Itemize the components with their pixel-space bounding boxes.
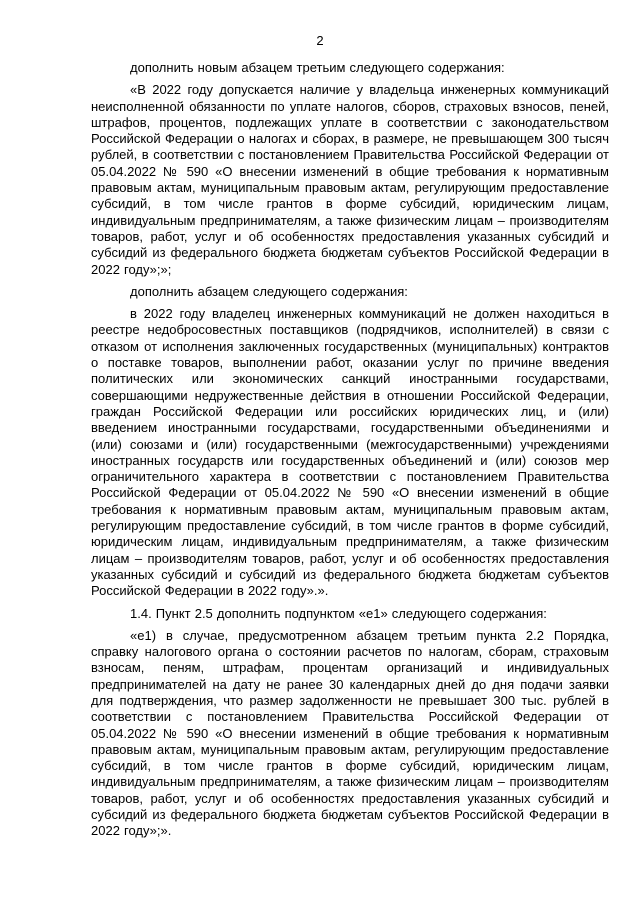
page-number: 2 [316,33,324,48]
paragraph-add-intro: дополнить абзацем следующего содержания: [130,283,408,299]
paragraph-subitem-e1: «е1) в случае, предусмотренном абзацем третьим пункта 2.2 Порядка, справку налогового органа о состоянии расчетов по налогам, сборам, страховым взносам, пеням, штрафам, процентам организаций и индивидуальных предпринимателей на дату не ранее 30 календарных дней до дня подачи заявки для подтверждения, что размер задолженности не превышает 300 тыс. рублей в соответствии с постановлением Правительства Российской Федерации от 05.04.2022 № 590 «О внесении изменений в общие требования к нормативным правовым актам, муниципальным правовым актам, регулирующим предоставление субсидий, в том числе грантов в форме субсидий, юридическим лицам, индивидуальным предпринимателям, а также физическим лицам – производителям товаров, работ, услуг и об особенностях предоставления указанных субсидий и субсидий из федерального бюджета бюджетам субъектов Российской Федерации в 2022 году»;». [91,627,609,839]
paragraph-item-1-4: 1.4. Пункт 2.5 дополнить подпунктом «е1» следующего содержания: [130,605,547,621]
paragraph-tax-debt-allowance: «В 2022 году допускается наличие у владельца инженерных коммуникаций неисполненной обязанности по уплате налогов, сборов, страховых взносов, пеней, штрафов, процентов, подлежащих уплате в соответствии с законодательством Российской Федерации о налогах и сборах, в размере, не превышающем 300 тысяч рублей, в соответствии с постановлением Правительства Российской Федерации от 05.04.2022 № 590 «О внесении изменений в общие требования к нормативным правовым актам, муниципальным правовым актам, регулирующим предоставление субсидий, в том числе грантов в форме субсидий, юридическим лицам, индивидуальным предпринимателям, а также физическим лицам – производителям товаров, работ, услуг и об особенностях предоставления указанных субсидий и субсидий из федерального бюджета бюджетам субъектов Российской Федерации в 2022 году»;»; [91,82,609,277]
paragraph-add-third-intro: дополнить новым абзацем третьим следующего содержания: [130,60,505,75]
paragraph-unreliable-suppliers-registry: в 2022 году владелец инженерных коммуникаций не должен находиться в реестре недобросовестных поставщиков (подрядчиков, исполнителей) в связи с отказом от исполнения заключенных государственных (муниципальных) контрактов о поставке товаров, выполнении работ, оказании услуг по причине введения политических или экономических санкций иностранными государствами, совершающими недружественные действия в отношении Российской Федерации, граждан Российской Федерации или российских юридических лиц, и (или) введением иностранными государствами, государственными объединениями и (или) союзами и (или) государственными (межгосударственными) учреждениями иностранных государств или государственных объединений и (или) союзов мер ограничительного характера в соответствии с постановлением Правительства Российской Федерации от 05.04.2022 № 590 «О внесении изменений в общие требования к нормативным правовым актам, муниципальным правовым актам, регулирующим предоставление субсидий, в том числе грантов в форме субсидий, юридическим лицам, индивидуальным предпринимателям, а также физическим лицам – производителям товаров, работ, услуг и об особенностях предоставления указанных субсидий и субсидий из федерального бюджета бюджетам субъектов Российской Федерации в 2022 году».». [91,306,609,599]
document-body [91,60,609,846]
